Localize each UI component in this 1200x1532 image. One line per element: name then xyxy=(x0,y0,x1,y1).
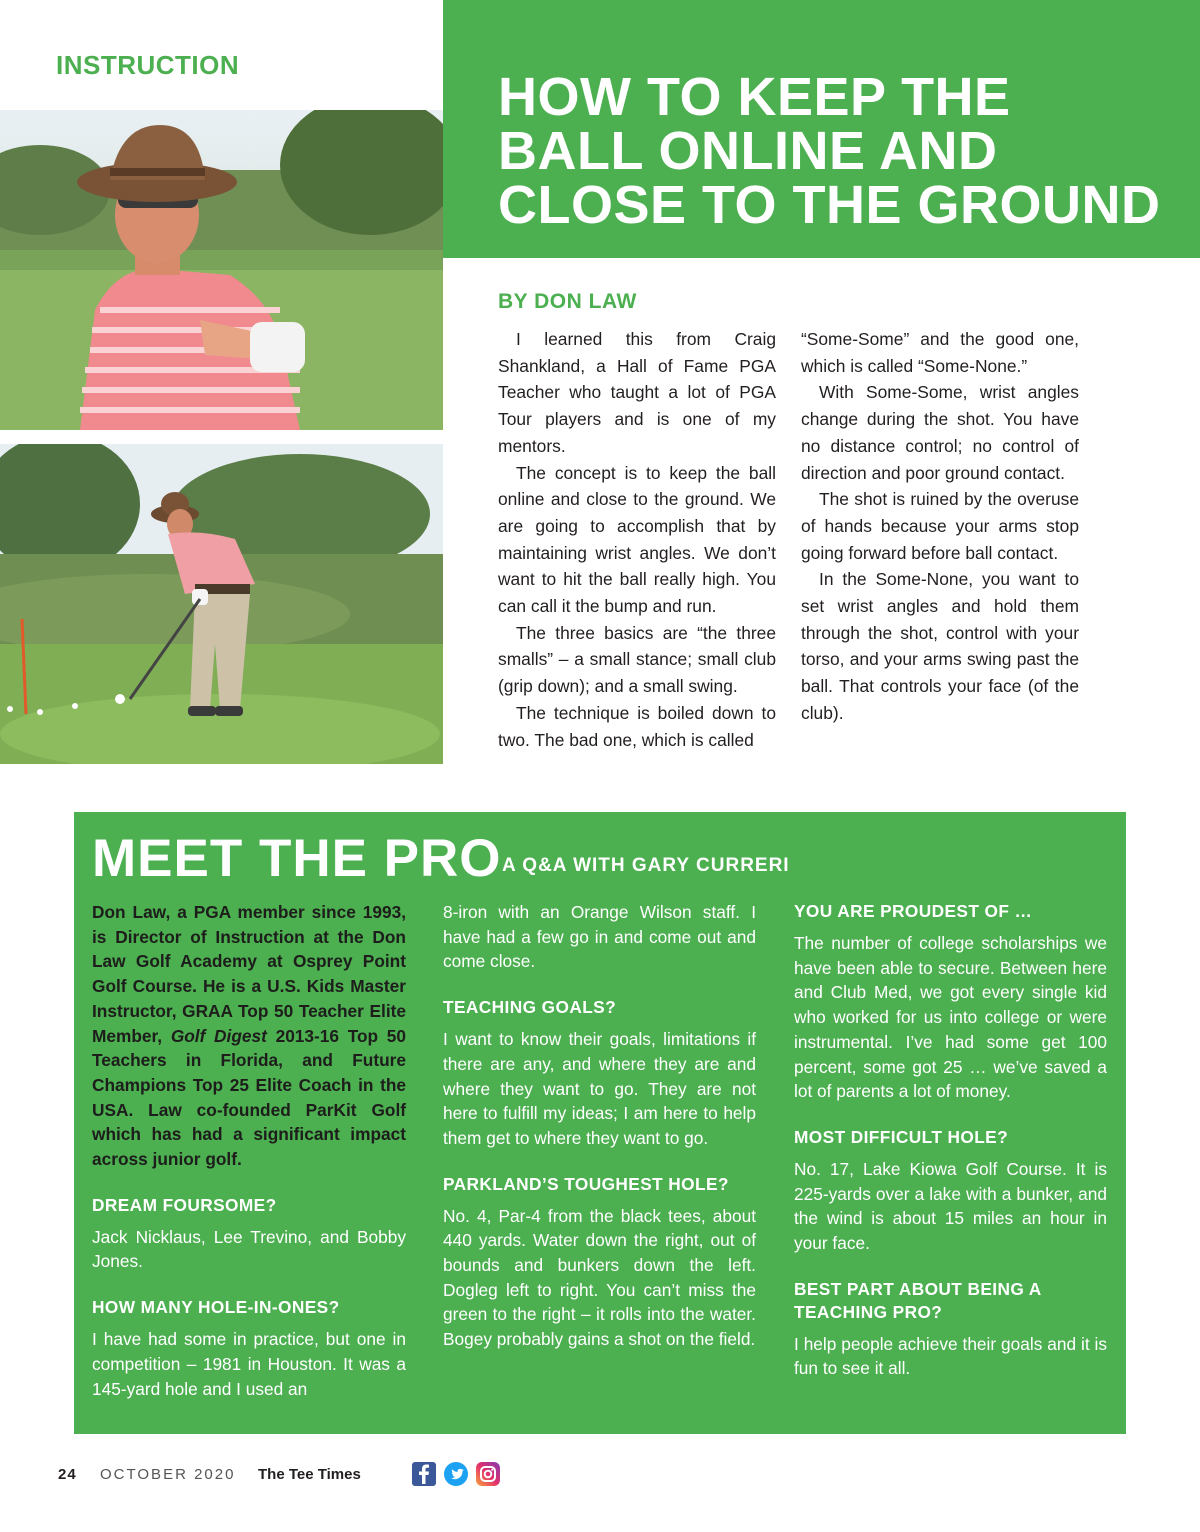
qa-column-3 xyxy=(794,900,1107,1381)
headline-line-3: CLOSE TO THE GROUND xyxy=(498,175,1161,235)
qa-answer: No. 4, Par-4 from the black tees, about 440 yards. Water down the right, out of bounds and bunkers down the left. Dogleg left to right. You can’t miss the green to the right – it rolls into the water. Bogey probably gains a shot on the field. xyxy=(443,1205,756,1350)
meet-the-pro-subtitle: A Q&A WITH GARY CURRERI xyxy=(502,855,790,876)
article-paragraph: The concept is to keep the ball online and close to the ground. We are going to accomplish that by maintaining wrist angles. We don’t want to hit the ball really high. You can call it the bump and run. xyxy=(498,462,776,617)
bio-text: 2013-16 Top 50 Teachers in Florida, and Future Champions Top 25 Elite Coach in the USA. Law co-founded ParKit Golf which has had a significant impact across junior golf. xyxy=(92,1025,407,1170)
headline-line-2: BALL ONLINE AND xyxy=(498,121,998,181)
article-paragraph: With Some-Some, wrist angles change during the shot. You have no distance control; no control of direction and poor ground contact. xyxy=(801,382,1079,483)
qa-answer: No. 17, Lake Kiowa Golf Course. It is 225-yards over a lake with a bunker, and the wind is about 15 miles an hour in your face. xyxy=(794,1158,1107,1254)
issue-date: OCTOBER 2020 xyxy=(100,1465,236,1483)
article-paragraph: In the Some-None, you want to set wrist angles and hold them through the shot, control with your torso, and your arms swing past the ball. That controls your face (of the club). xyxy=(801,569,1079,723)
headline-line-1: HOW TO KEEP THE xyxy=(498,67,1011,127)
meet-the-pro-title: MEET THE PRO xyxy=(92,829,502,888)
article-paragraph: The technique is boiled down to two. The bad one, which is called xyxy=(498,702,776,750)
article-paragraph: I learned this from Craig Shankland, a Hall of Fame PGA Teacher who taught a lot of PGA Tour players and is one of my mentors. xyxy=(498,329,776,456)
qa-column-2 xyxy=(443,900,756,1352)
instagram-icon[interactable] xyxy=(476,1462,500,1486)
facebook-icon[interactable] xyxy=(412,1462,436,1486)
qa-question: TEACHING GOALS? xyxy=(443,997,617,1018)
article-column-2 xyxy=(801,326,1079,727)
qa-question: HOW MANY HOLE-IN-ONES? xyxy=(92,1297,340,1318)
qa-answer: I want to know their goals, limitations if there are any, and where they are and where they want to go. They are not here to fulfill my ideas; I am here to help them get to where they want to go. xyxy=(443,1029,756,1148)
qa-question: MOST DIFFICULT HOLE? xyxy=(794,1126,1009,1147)
qa-answer: Jack Nicklaus, Lee Trevino, and Bobby Jones. xyxy=(92,1226,406,1272)
article-byline: BY DON LAW xyxy=(498,290,637,313)
article-paragraph: The three basics are “the three smalls” – a small stance; small club (grip down); and a small swing. xyxy=(498,622,776,697)
article-headline xyxy=(498,67,1178,235)
section-label: INSTRUCTION xyxy=(56,50,240,80)
page-number: 24 xyxy=(58,1465,77,1483)
publication-name: The Tee Times xyxy=(258,1465,361,1483)
page-footer xyxy=(58,1462,508,1486)
bio-magazine: Golf Digest xyxy=(170,1025,267,1046)
qa-question: YOU ARE PROUDEST OF … xyxy=(794,901,1033,921)
qa-answer: I help people achieve their goals and it is fun to see it all. xyxy=(794,1333,1107,1379)
qa-answer: I have had some in practice, but one in competition – 1981 in Houston. It was a 145-yard hole and I used an xyxy=(92,1329,406,1399)
qa-column-1 xyxy=(92,900,406,1401)
bio-text: Don Law, a PGA member since 1993, is Director of Instruction at the Don Law Golf Academy at Osprey Point Golf Course. He is a U.S. Kids Master Instructor, GRAA Top 50 Teacher Elite Member, xyxy=(92,902,406,1046)
twitter-icon[interactable] xyxy=(444,1462,468,1486)
article-column-1 xyxy=(498,326,776,753)
qa-question: PARKLAND’S TOUGHEST HOLE? xyxy=(443,1173,729,1194)
pro-bio xyxy=(92,900,406,1172)
qa-question: BEST PART ABOUT BEING A TEACHING PRO? xyxy=(794,1278,1041,1322)
article-paragraph: “Some-Some” and the good one, which is called “Some-None.” xyxy=(801,329,1079,376)
qa-question: DREAM FOURSOME? xyxy=(92,1194,277,1215)
qa-answer: 8-iron with an Orange Wilson staff. I have had a few go in and come out and come close. xyxy=(443,902,756,972)
instructor-portrait-photo xyxy=(0,110,443,430)
meet-the-pro-box xyxy=(74,812,1126,1434)
qa-answer: The number of college scholarships we have been able to secure. Between here and Club Med, we got every single kid who worked for us into college or were instrumental. I’ve had some get 100 percent, some got 25 … we’ve saved a lot of parents a lot of money. xyxy=(794,933,1107,1102)
article-paragraph: The shot is ruined by the overuse of hands because your arms stop going forward before ball contact. xyxy=(801,489,1079,563)
instructor-chipping-photo xyxy=(0,444,443,764)
